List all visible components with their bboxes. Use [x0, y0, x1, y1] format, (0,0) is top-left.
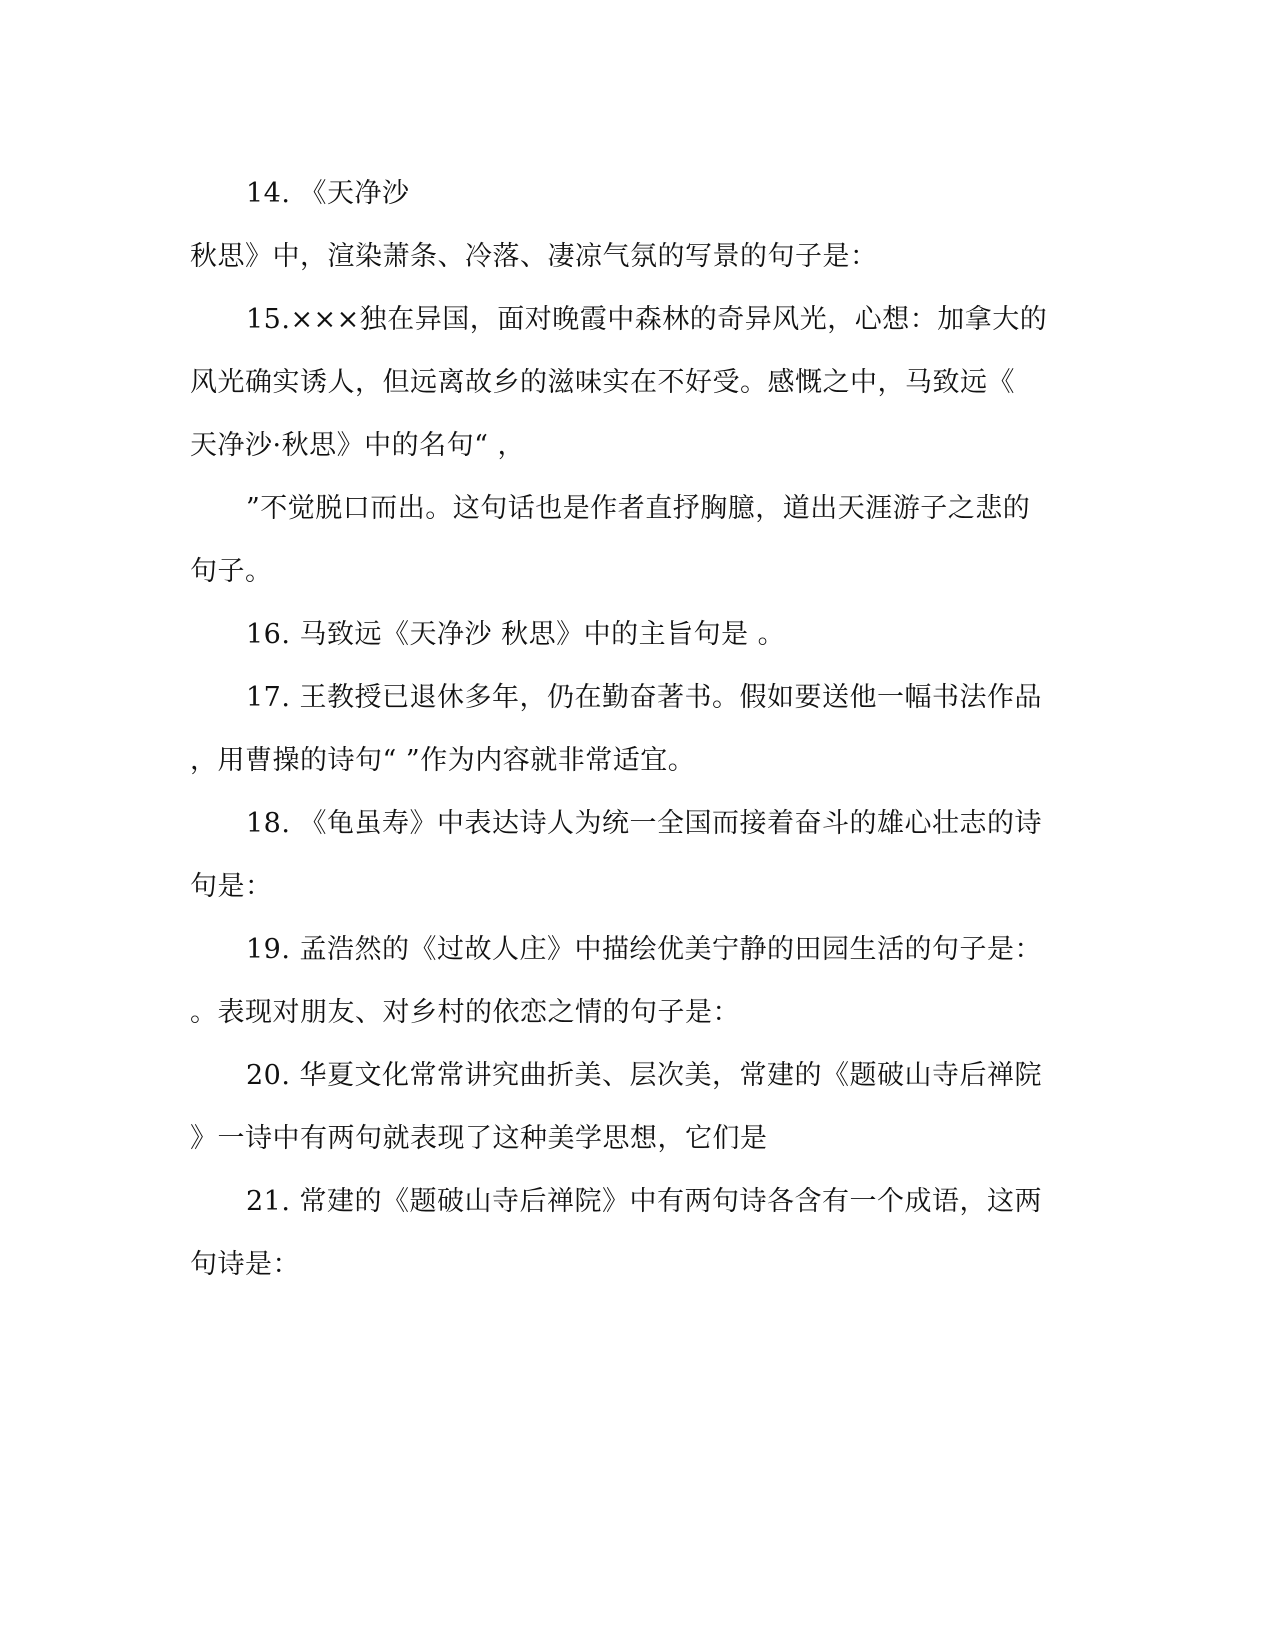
question-15-line-1: 15.×××独在异国，面对晚霞中森林的奇异风光，心想：加拿大的	[246, 304, 1048, 335]
question-20-line-1: 20. 华夏文化常常讲究曲折美、层次美，常建的《题破山寺后禅院	[246, 1060, 1043, 1091]
question-17-line-1: 17. 王教授已退休多年，仍在勤奋著书。假如要送他一幅书法作品	[246, 682, 1043, 713]
question-19-line-1: 19. 孟浩然的《过故人庄》中描绘优美宁静的田园生活的句子是：	[246, 934, 1043, 965]
question-21-line-1: 21. 常建的《题破山寺后禅院》中有两句诗各含有一个成语，这两	[246, 1186, 1043, 1217]
question-18-line-1: 18. 《龟虽寿》中表达诗人为统一全国而接着奋斗的雄心壮志的诗	[246, 808, 1043, 839]
question-15-line-2: 风光确实诱人，但远离故乡的滋味实在不好受。感慨之中，马致远《	[190, 367, 1015, 398]
question-15-line-5: 句子。	[190, 556, 273, 587]
question-14-line-2: 秋思》中，渲染萧条、冷落、凄凉气氛的写景的句子是：	[190, 241, 878, 272]
question-17-line-2: ，用曹操的诗句“ ”作为内容就非常适宜。	[190, 745, 696, 776]
question-15-line-4: ”不觉脱口而出。这句话也是作者直抒胸臆，道出天涯游子之悲的	[246, 493, 1031, 524]
question-20-line-2: 》一诗中有两句就表现了这种美学思想，它们是	[190, 1123, 768, 1154]
question-21-line-2: 句诗是：	[190, 1249, 300, 1280]
question-16-line-1: 16. 马致远《天净沙 秋思》中的主旨句是 。	[246, 619, 786, 650]
document-body	[190, 162, 1070, 1296]
question-15-line-3: 天净沙·秋思》中的名句“ ，	[190, 430, 525, 461]
question-18-line-2: 句是：	[190, 871, 273, 902]
question-19-line-2: 。表现对朋友、对乡村的依恋之情的句子是：	[190, 997, 740, 1028]
question-14-line-1: 14. 《天净沙	[246, 178, 410, 209]
